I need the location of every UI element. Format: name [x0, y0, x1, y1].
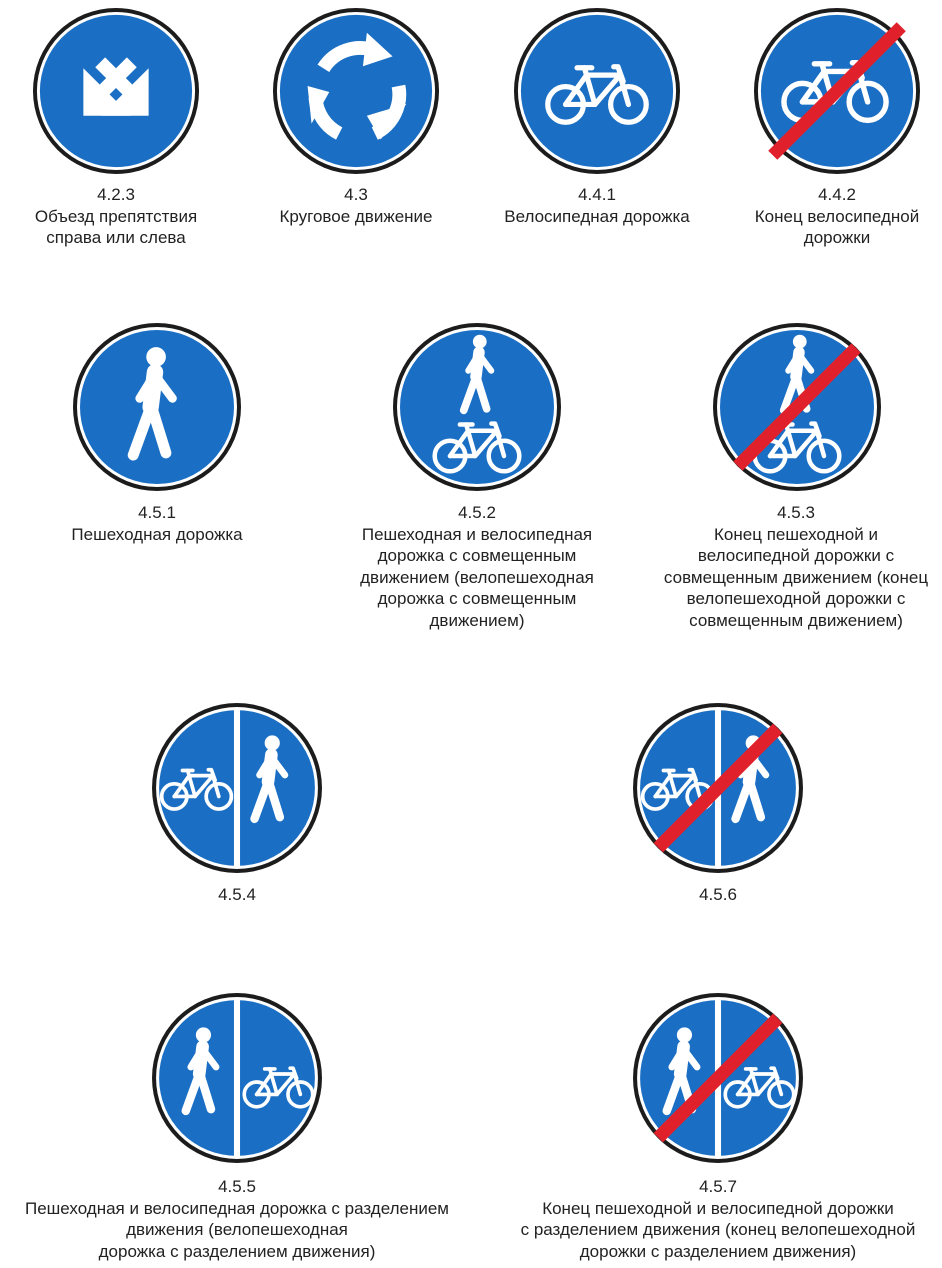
sign-code: 4.4.1 [578, 185, 616, 204]
sign-4-5-2 [392, 322, 562, 492]
sign-title: велопешеходной дорожки с [686, 589, 906, 608]
caption-4-5-5 [2, 1176, 472, 1262]
sign-4-5-4 [151, 702, 323, 874]
caption-4-5-2 [327, 502, 627, 631]
sign-title: Объезд препятствия [34, 206, 198, 226]
sign-4-3 [272, 7, 440, 175]
caption-4-2-3 [0, 184, 232, 249]
divider-line [234, 708, 240, 868]
sign-title: Конец пешеходной и [714, 524, 878, 544]
caption-4-5-1 [42, 502, 272, 545]
sign-title: Велосипедная дорожка [504, 206, 690, 226]
sign-4-4-1 [513, 7, 681, 175]
sign-title: Круговое движение [279, 206, 433, 226]
sign-title: совмещенным движением) [689, 610, 903, 630]
sign-4-5-6 [632, 702, 804, 874]
sign-title: Пешеходная дорожка [71, 524, 243, 544]
sign-title: Пешеходная и велосипедная дорожка с разделением [25, 1198, 449, 1218]
sign-code: 4.5.4 [218, 885, 256, 904]
sign-title: Конец пешеходной и велосипедной дорожки [542, 1198, 894, 1218]
sign-title: дорожка с разделением движения) [98, 1241, 376, 1261]
caption-4-5-7 [484, 1176, 942, 1262]
sign-4-5-1 [72, 322, 242, 492]
divider-line [234, 998, 240, 1158]
caption-4-5-6 [658, 884, 778, 906]
caption-4-3 [241, 184, 471, 227]
sign-code: 4.5.1 [138, 503, 176, 522]
sign-4-5-7 [632, 992, 804, 1164]
sign-title: справа или слева [46, 228, 186, 247]
sign-title: велосипедной дорожки с [697, 546, 895, 565]
caption-4-5-4 [177, 884, 297, 906]
sign-title: движением (велопешеходная [360, 567, 594, 587]
sign-title: совмещенным движением (конец [663, 567, 929, 587]
sign-4-2-3 [32, 7, 200, 175]
sign-title: дорожки [803, 228, 871, 247]
sign-code: 4.5.3 [777, 503, 815, 522]
caption-4-4-2 [722, 184, 942, 249]
sign-title: дорожки с разделением движения) [579, 1241, 857, 1261]
sign-4-4-2 [753, 7, 921, 175]
sign-title: дорожка с совмещенным [377, 589, 577, 608]
sign-title: движения (велопешеходная [126, 1220, 348, 1239]
sign-code: 4.4.2 [818, 185, 856, 204]
sign-code: 4.5.2 [458, 503, 496, 522]
sign-title: с разделением движения (конец велопешеходной [520, 1220, 916, 1239]
sign-title: Пешеходная и велосипедная [361, 524, 593, 544]
sign-code: 4.5.5 [218, 1177, 256, 1196]
sign-4-5-5 [151, 992, 323, 1164]
sign-code: 4.3 [344, 185, 368, 204]
sign-code: 4.5.6 [699, 885, 737, 904]
sign-code: 4.5.7 [699, 1177, 737, 1196]
sign-4-5-3 [712, 322, 882, 492]
sign-title: дорожка с совмещенным [377, 546, 577, 565]
caption-4-5-3 [650, 502, 942, 631]
sign-title: движением) [429, 610, 525, 630]
sign-title: Конец велосипедной [754, 206, 920, 226]
sign-code: 4.2.3 [97, 185, 135, 204]
caption-4-4-1 [482, 184, 712, 227]
